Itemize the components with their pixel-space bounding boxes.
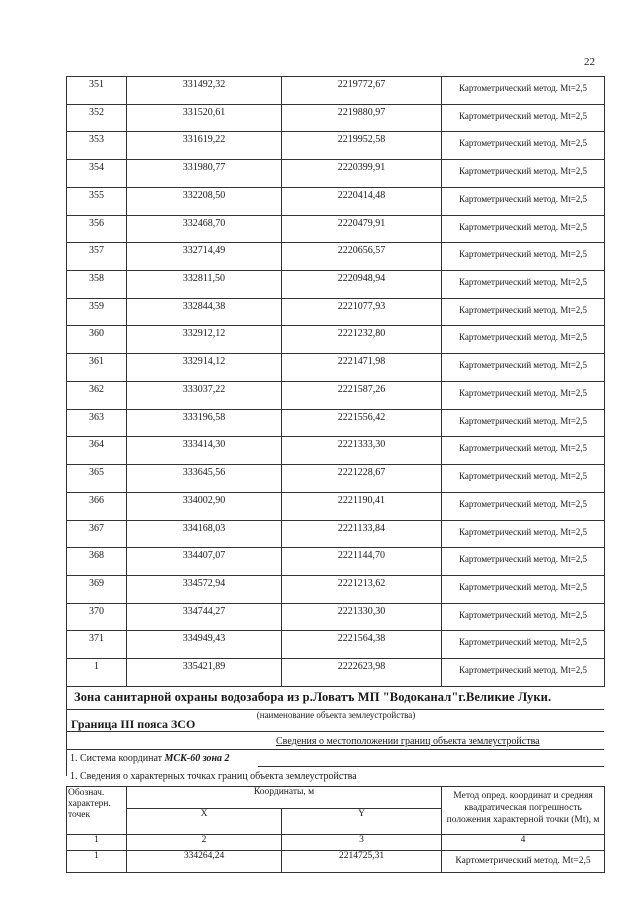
info-title: Сведения о местоположении границ объекта землеустройства	[276, 736, 540, 747]
point-x: 334168,03	[127, 520, 282, 548]
point-y: 2221564,38	[282, 631, 442, 659]
point-y: 2221587,26	[282, 381, 442, 409]
table-row	[67, 851, 605, 873]
point-y: 2221330,30	[282, 603, 442, 631]
table-row	[67, 326, 605, 354]
point-x: 332811,50	[127, 271, 282, 299]
point-method: Картометрический метод. Mt=2,5	[442, 381, 605, 409]
zone-block-top-border	[66, 686, 604, 687]
point-number: 368	[67, 548, 127, 576]
point-number: 1	[67, 659, 127, 687]
header-method: Метод опред. координат и средняя квадратическая погрешность положения характерной точки (Mt), м	[442, 787, 605, 835]
coordinates-table-continued	[66, 76, 605, 687]
point-number: 370	[67, 603, 127, 631]
point-method: Картометрический метод. Mt=2,5	[442, 187, 605, 215]
point-number: 360	[67, 326, 127, 354]
point-method: Картометрический метод. Mt=2,5	[442, 160, 605, 188]
point-method: Картометрический метод. Mt=2,5	[442, 243, 605, 271]
point-number: 358	[67, 271, 127, 299]
table-row	[67, 437, 605, 465]
col-number-2: 2	[127, 835, 282, 851]
point-number: 366	[67, 492, 127, 520]
point-y: 2221213,62	[282, 575, 442, 603]
point-y: 2221228,67	[282, 465, 442, 493]
point-x: 334949,43	[127, 631, 282, 659]
point-x: 334407,07	[127, 548, 282, 576]
point-y: 2221556,42	[282, 409, 442, 437]
point-method: Картометрический метод. Mt=2,5	[442, 354, 605, 382]
point-number: 365	[67, 465, 127, 493]
point-x: 333037,22	[127, 381, 282, 409]
col-number-3: 3	[282, 835, 442, 851]
point-method: Картометрический метод. Mt=2,5	[442, 104, 605, 132]
point-y: 2214725,31	[282, 851, 442, 873]
point-x: 332714,49	[127, 243, 282, 271]
table-row	[67, 575, 605, 603]
table-row	[67, 271, 605, 299]
point-number: 367	[67, 520, 127, 548]
point-x: 331492,32	[127, 77, 282, 105]
point-y: 2221077,93	[282, 298, 442, 326]
point-number: 362	[67, 381, 127, 409]
point-y: 2220948,94	[282, 271, 442, 299]
point-y: 2221144,70	[282, 548, 442, 576]
table-row	[67, 520, 605, 548]
point-y: 2221190,41	[282, 492, 442, 520]
point-y: 2222623,98	[282, 659, 442, 687]
point-y: 2221232,80	[282, 326, 442, 354]
point-y: 2219880,97	[282, 104, 442, 132]
point-x: 333414,30	[127, 437, 282, 465]
table-row	[67, 354, 605, 382]
point-x: 332468,70	[127, 215, 282, 243]
page-number: 22	[584, 56, 595, 68]
table-row	[67, 465, 605, 493]
point-x: 333196,58	[127, 409, 282, 437]
point-method: Картометрический метод. Mt=2,5	[442, 437, 605, 465]
point-x: 334572,94	[127, 575, 282, 603]
point-y: 2221133,84	[282, 520, 442, 548]
table-row	[67, 409, 605, 437]
point-method: Картометрический метод. Mt=2,5	[442, 659, 605, 687]
point-y: 2220656,57	[282, 243, 442, 271]
header-x: X	[127, 809, 282, 835]
table-row	[67, 603, 605, 631]
table-row	[67, 381, 605, 409]
point-number: 353	[67, 132, 127, 160]
info-divider	[66, 749, 604, 750]
point-number: 352	[67, 104, 127, 132]
point-method: Картометрический метод. Mt=2,5	[442, 326, 605, 354]
point-number: 359	[67, 298, 127, 326]
point-x: 332208,50	[127, 187, 282, 215]
point-method: Картометрический метод. Mt=2,5	[442, 631, 605, 659]
point-number: 1	[67, 851, 127, 873]
table-row	[67, 631, 605, 659]
coord-system-line	[70, 753, 230, 764]
point-method: Картометрический метод. Mt=2,5	[442, 215, 605, 243]
point-method: Картометрический метод. Mt=2,5	[442, 298, 605, 326]
point-x: 334744,27	[127, 603, 282, 631]
point-x: 332844,38	[127, 298, 282, 326]
point-number: 351	[67, 77, 127, 105]
table-row	[67, 77, 605, 105]
point-method: Картометрический метод. Mt=2,5	[442, 492, 605, 520]
point-x: 334002,90	[127, 492, 282, 520]
point-y: 2220479,91	[282, 215, 442, 243]
coord-system-prefix: 1. Система координат	[70, 753, 163, 764]
belt-title: Граница III пояса ЗСО	[71, 717, 196, 731]
table-row	[67, 160, 605, 188]
point-method: Картометрический метод. Mt=2,5	[442, 409, 605, 437]
coord-system-name: МСК-60 зона 2	[164, 753, 230, 764]
table-row	[67, 659, 605, 687]
point-y: 2219952,58	[282, 132, 442, 160]
point-method: Картометрический метод. Mt=2,5	[442, 603, 605, 631]
point-x: 333645,56	[127, 465, 282, 493]
table-row	[67, 492, 605, 520]
table-row	[67, 132, 605, 160]
table-row	[67, 243, 605, 271]
point-y: 2220414,48	[282, 187, 442, 215]
zone-caption: (наименование объекта землеустройства)	[256, 710, 416, 720]
point-method: Картометрический метод. Mt=2,5	[442, 575, 605, 603]
col-number-4: 4	[442, 835, 605, 851]
point-y: 2219772,67	[282, 77, 442, 105]
point-method: Картометрический метод. Mt=2,5	[442, 465, 605, 493]
table-row	[67, 215, 605, 243]
points-title: 1. Сведения о характерных точках границ объекта землеустройства	[70, 771, 357, 782]
point-method: Картометрический метод. Mt=2,5	[442, 851, 605, 873]
point-y: 2221333,30	[282, 437, 442, 465]
point-x: 334264,24	[127, 851, 282, 873]
point-number: 363	[67, 409, 127, 437]
point-method: Картометрический метод. Mt=2,5	[442, 548, 605, 576]
coord-system-underline	[258, 766, 604, 767]
belt-divider	[66, 731, 604, 732]
point-x: 332912,12	[127, 326, 282, 354]
point-x: 331619,22	[127, 132, 282, 160]
point-method: Картометрический метод. Mt=2,5	[442, 77, 605, 105]
point-method: Картометрический метод. Mt=2,5	[442, 271, 605, 299]
header-designation: Обознач. характерн. точек	[67, 787, 127, 835]
point-number: 361	[67, 354, 127, 382]
point-x: 331520,61	[127, 104, 282, 132]
table-row	[67, 298, 605, 326]
table-row	[67, 104, 605, 132]
point-number: 357	[67, 243, 127, 271]
point-x: 331980,77	[127, 160, 282, 188]
point-x: 335421,89	[127, 659, 282, 687]
table-row	[67, 187, 605, 215]
point-y: 2220399,91	[282, 160, 442, 188]
coordinates-table-belt-3	[66, 786, 605, 873]
point-method: Картометрический метод. Mt=2,5	[442, 132, 605, 160]
point-x: 332914,12	[127, 354, 282, 382]
zone-title: Зона санитарной охраны водозабора из р.Ловатъ МП "Водоканал"г.Великие Луки.	[74, 690, 552, 704]
col-number-1: 1	[67, 835, 127, 851]
header-coords: Координаты, м	[127, 787, 442, 809]
point-number: 371	[67, 631, 127, 659]
point-number: 369	[67, 575, 127, 603]
point-number: 364	[67, 437, 127, 465]
point-number: 354	[67, 160, 127, 188]
table-row	[67, 548, 605, 576]
point-method: Картометрический метод. Mt=2,5	[442, 520, 605, 548]
point-number: 355	[67, 187, 127, 215]
point-y: 2221471,98	[282, 354, 442, 382]
point-number: 356	[67, 215, 127, 243]
header-y: Y	[282, 809, 442, 835]
